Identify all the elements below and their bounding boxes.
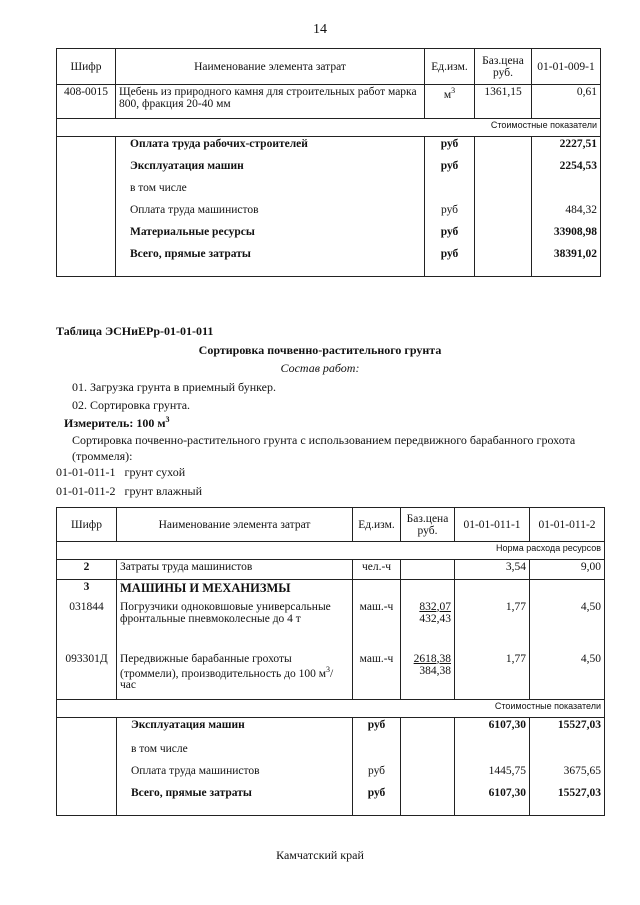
labor-code: 2	[57, 560, 117, 580]
resource-name: Щебень из природного камня для строительных работ марка 800, фракция 20-40 мм	[116, 85, 425, 119]
machine-price: 832,07 432,43	[401, 600, 455, 652]
cost-row	[57, 137, 601, 159]
cost-unit: руб	[425, 225, 475, 247]
cost-header: Стоимостные показатели	[57, 700, 605, 718]
cost-header-row	[57, 119, 601, 137]
cost-row	[57, 786, 605, 816]
cost-unit: руб	[353, 718, 401, 742]
cost-name: Оплата труда машинистов	[117, 764, 353, 786]
resource-row	[57, 85, 601, 119]
cost-value	[532, 181, 601, 203]
cost-unit	[353, 742, 401, 764]
cost-row	[57, 203, 601, 225]
cost-row	[57, 159, 601, 181]
cost-name: в том числе	[116, 181, 425, 203]
section-description: Сортировка почвенно-растительного грунта с использованием передвижного барабанного грохота (троммеля):	[72, 433, 576, 463]
cost-value: 38391,02	[532, 247, 601, 277]
cost-table-2	[56, 507, 605, 816]
table-header-row	[57, 508, 605, 542]
labor-v1: 3,54	[455, 560, 530, 580]
cost-name: Эксплуатация машин	[117, 718, 353, 742]
cost-value: 484,32	[532, 203, 601, 225]
cost-name: Всего, прямые затраты	[117, 786, 353, 816]
work-step: 01. Загрузка грунта в приемный бункер.	[72, 380, 276, 394]
machine-unit: маш.-ч	[353, 600, 401, 652]
cost-unit: руб	[353, 786, 401, 816]
machine-row	[57, 600, 605, 652]
resource-price: 1361,15	[475, 85, 532, 119]
variant-item: 01-01-011-1 грунт сухой	[56, 465, 186, 479]
cost-name: Всего, прямые затраты	[116, 247, 425, 277]
labor-name: Затраты труда машинистов	[117, 560, 353, 580]
cost-value: 2254,53	[532, 159, 601, 181]
cost-value: 2227,51	[532, 137, 601, 159]
machine-code: 093301Д	[57, 652, 117, 700]
machine-row	[57, 652, 605, 700]
table-label: Таблица ЭСНиЕРр-01-01-011	[56, 324, 214, 338]
composition-label: Состав работ:	[280, 361, 360, 375]
cost-unit: руб	[425, 137, 475, 159]
header-price: Баз.цена руб.	[475, 49, 532, 85]
cost-row	[57, 181, 601, 203]
header-unit: Ед.изм.	[425, 49, 475, 85]
cost-header: Стоимостные показатели	[57, 119, 601, 137]
labor-v2: 9,00	[530, 560, 605, 580]
machines-title: МАШИНЫ И МЕХАНИЗМЫ	[117, 580, 353, 600]
header-col2: 01-01-011-2	[530, 508, 605, 542]
cost-row	[57, 764, 605, 786]
cost-v2: 3675,65	[530, 764, 605, 786]
cost-v2	[530, 742, 605, 764]
meter-label: Измеритель: 100 $м^3$	[64, 415, 170, 430]
variant-item: 01-01-011-2 грунт влажный	[56, 484, 202, 498]
cost-row	[57, 718, 605, 742]
machine-v1: 1,77	[455, 600, 530, 652]
cost-row	[57, 742, 605, 764]
header-price: Баз.цена руб.	[401, 508, 455, 542]
machine-name: Погрузчики одноковшовые универсальные фронтальные пневмоколесные до 4 т	[117, 600, 353, 652]
cost-unit: руб	[353, 764, 401, 786]
cost-unit: руб	[425, 159, 475, 181]
machine-v2: 4,50	[530, 652, 605, 700]
machine-v2: 4,50	[530, 600, 605, 652]
cost-name: Оплата труда рабочих-строителей	[116, 137, 425, 159]
cost-v1: 1445,75	[455, 764, 530, 786]
norm-header-row	[57, 542, 605, 560]
page-number: 14	[313, 22, 327, 37]
header-unit: Ед.изм.	[353, 508, 401, 542]
norm-header: Норма расхода ресурсов	[57, 542, 605, 560]
cost-unit	[425, 181, 475, 203]
cost-name: в том числе	[117, 742, 353, 764]
cost-v2: 15527,03	[530, 718, 605, 742]
header-name: Наименование элемента затрат	[116, 49, 425, 85]
header-col1: 01-01-011-1	[455, 508, 530, 542]
cost-name: Оплата труда машинистов	[116, 203, 425, 225]
cost-v1	[455, 742, 530, 764]
cost-unit: руб	[425, 203, 475, 225]
machine-unit: маш.-ч	[353, 652, 401, 700]
resource-value: 0,61	[532, 85, 601, 119]
cost-value: 33908,98	[532, 225, 601, 247]
machine-v1: 1,77	[455, 652, 530, 700]
resource-code: 408-0015	[57, 85, 116, 119]
cost-header-row	[57, 700, 605, 718]
page-footer: Камчатский край	[276, 848, 364, 862]
labor-row	[57, 560, 605, 580]
header-code: Шифр	[57, 49, 116, 85]
cost-name: Материальные ресурсы	[116, 225, 425, 247]
cost-v1: 6107,30	[455, 718, 530, 742]
header-code: Шифр	[57, 508, 117, 542]
cost-unit: руб	[425, 247, 475, 277]
machine-name: Передвижные барабанные грохоты (троммели), производительность до 100 $м^3$/час	[117, 652, 353, 700]
section-title: Сортировка почвенно-растительного грунта	[198, 343, 442, 357]
header-col1: 01-01-009-1	[532, 49, 601, 85]
cost-row	[57, 225, 601, 247]
resource-unit: $м^3$	[425, 85, 475, 119]
table-header-row	[57, 49, 601, 85]
cost-row	[57, 247, 601, 277]
header-name: Наименование элемента затрат	[117, 508, 353, 542]
cost-table-1	[56, 48, 601, 277]
cost-name: Эксплуатация машин	[116, 159, 425, 181]
machines-code: 3	[57, 580, 117, 600]
machines-title-row	[57, 580, 605, 600]
work-step: 02. Сортировка грунта.	[72, 398, 191, 412]
machine-price: 2618,38 384,38	[401, 652, 455, 700]
labor-unit: чел.-ч	[353, 560, 401, 580]
machine-code: 031844	[57, 600, 117, 652]
cost-v1: 6107,30	[455, 786, 530, 816]
cost-v2: 15527,03	[530, 786, 605, 816]
